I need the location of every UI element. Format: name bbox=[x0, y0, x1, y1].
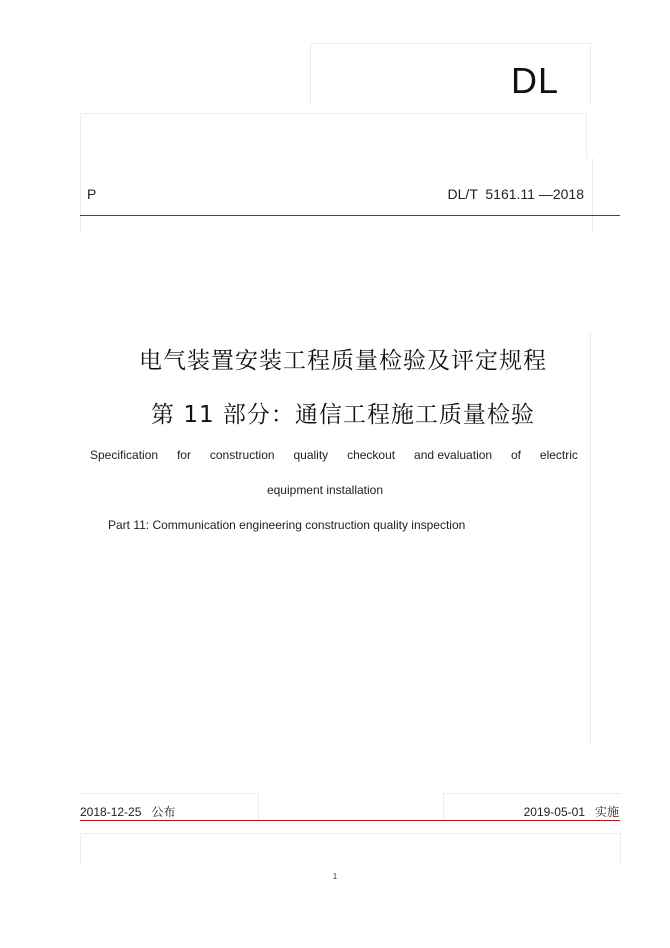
footer-rule bbox=[80, 820, 620, 821]
frame-line bbox=[80, 833, 81, 863]
title-word: of bbox=[511, 448, 522, 462]
document-part-title-zh: 第 11 部分：通信工程施工质量检验 bbox=[151, 402, 535, 428]
standard-logo: DL bbox=[510, 60, 560, 101]
implement-date: 2019-05-01 实施 bbox=[523, 805, 619, 819]
frame-line bbox=[586, 113, 587, 158]
frame-line bbox=[620, 833, 621, 863]
frame-line bbox=[80, 833, 620, 834]
title-word: construction bbox=[209, 448, 275, 462]
document-title-en-line2: equipment installation bbox=[266, 483, 384, 497]
frame-line bbox=[258, 793, 259, 821]
document-title-en-line1 bbox=[90, 448, 578, 462]
document-title-zh: 电气装置安装工程质量检验及评定规程 bbox=[139, 348, 547, 374]
frame-line bbox=[80, 113, 586, 114]
frame-line bbox=[443, 793, 621, 794]
frame-line bbox=[590, 333, 591, 745]
frame-line bbox=[590, 43, 591, 105]
publish-date: 2018-12-25 公布 bbox=[80, 805, 176, 819]
title-word: quality bbox=[293, 448, 329, 462]
title-word: electric bbox=[539, 448, 578, 462]
frame-line bbox=[310, 43, 590, 44]
document-part-title-en: Part 11: Communication engineering construction quality inspection bbox=[108, 518, 466, 532]
frame-line bbox=[443, 793, 444, 821]
frame-line bbox=[592, 158, 593, 233]
title-word: checkout bbox=[347, 448, 396, 462]
frame-line bbox=[80, 793, 258, 794]
header-rule bbox=[80, 215, 620, 216]
title-word: Specification bbox=[90, 448, 159, 462]
title-word: and evaluation bbox=[414, 448, 493, 462]
standard-number: DL/T 5161.11 —2018 bbox=[447, 186, 584, 202]
classification-code: P bbox=[87, 186, 97, 202]
frame-line bbox=[310, 43, 311, 105]
title-word: for bbox=[176, 448, 191, 462]
page-number: 1 bbox=[332, 872, 338, 881]
